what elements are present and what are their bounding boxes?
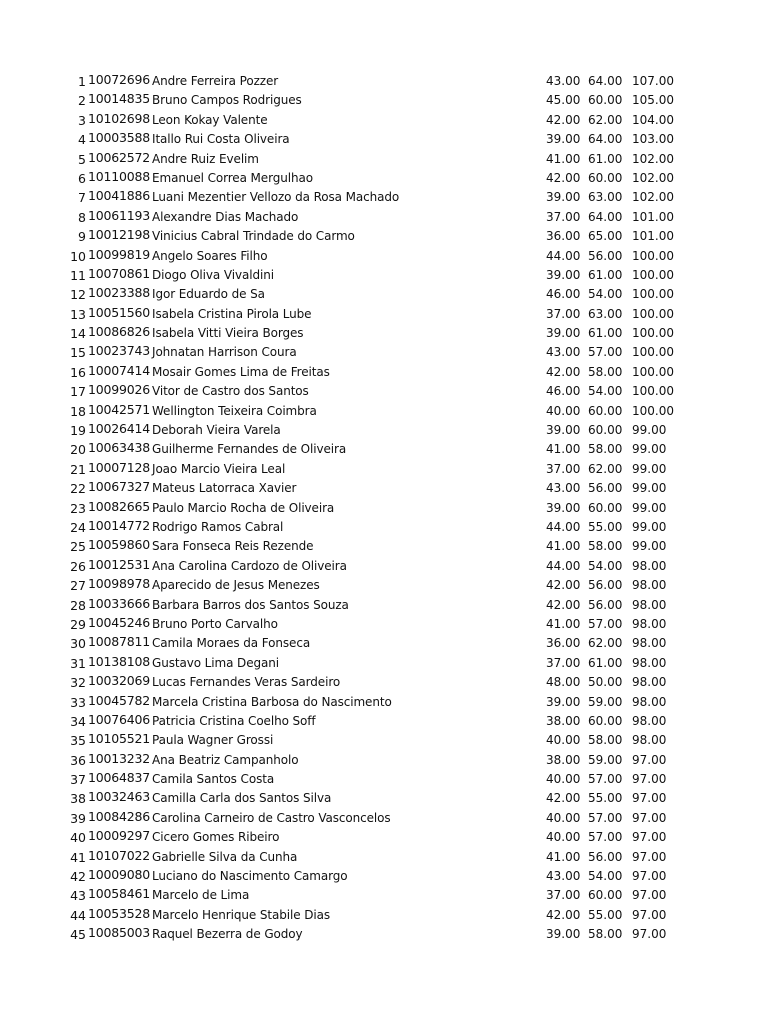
- registration-id: 10070861: [88, 265, 151, 281]
- rank-number: 35: [70, 733, 86, 749]
- candidate-name: Igor Eduardo de Sa: [152, 287, 265, 302]
- registration-id: 10013232: [88, 750, 151, 766]
- score-part-one: 40.00: [546, 403, 581, 418]
- registration-id: 10033666: [88, 595, 151, 611]
- score-total: 101.00: [632, 229, 674, 244]
- score-total: 97.00: [632, 927, 667, 942]
- rank-number: 19: [70, 423, 86, 439]
- score-total: 100.00: [632, 326, 674, 341]
- registration-id: 10014835: [88, 91, 151, 107]
- candidate-name: Raquel Bezerra de Godoy: [152, 927, 303, 942]
- rank-number: 3: [78, 112, 86, 128]
- score-total: 97.00: [632, 888, 667, 903]
- rank-number: 1: [78, 74, 86, 89]
- score-part-one: 39.00: [546, 132, 581, 147]
- candidate-name: Itallo Rui Costa Oliveira: [152, 132, 290, 147]
- score-total: 98.00: [632, 597, 667, 612]
- score-total: 99.00: [632, 500, 667, 515]
- score-part-two: 59.00: [588, 752, 623, 767]
- rank-number: 9: [78, 229, 86, 245]
- rank-number: 32: [70, 675, 86, 691]
- score-part-two: 61.00: [588, 267, 623, 282]
- registration-id: 10105521: [88, 731, 151, 747]
- score-part-two: 60.00: [588, 403, 623, 418]
- rank-number: 15: [70, 345, 86, 361]
- score-part-two: 60.00: [588, 170, 623, 185]
- registration-id: 10041886: [88, 188, 151, 204]
- score-part-two: 60.00: [588, 888, 623, 903]
- score-part-one: 44.00: [546, 519, 581, 534]
- rank-number: 22: [70, 481, 86, 497]
- candidate-name: Lucas Fernandes Veras Sardeiro: [152, 675, 341, 690]
- score-part-two: 57.00: [588, 810, 623, 825]
- candidate-name: Luciano do Nascimento Camargo: [152, 869, 348, 884]
- score-part-one: 37.00: [546, 306, 581, 321]
- rank-number: 30: [70, 636, 86, 652]
- score-part-two: 62.00: [588, 461, 623, 476]
- score-part-two: 54.00: [588, 384, 623, 399]
- score-total: 98.00: [632, 733, 667, 748]
- score-part-one: 42.00: [546, 112, 581, 127]
- candidate-name: Guilherme Fernandes de Oliveira: [152, 442, 347, 457]
- registration-id: 10085003: [88, 925, 151, 941]
- candidate-name: Emanuel Correa Mergulhao: [152, 170, 313, 185]
- score-part-one: 42.00: [546, 907, 581, 922]
- score-part-one: 37.00: [546, 209, 581, 224]
- registration-id: 10012198: [88, 227, 151, 243]
- score-part-two: 59.00: [588, 694, 623, 709]
- score-part-one: 40.00: [546, 733, 581, 748]
- score-part-two: 54.00: [588, 869, 623, 884]
- registration-id: 10032463: [88, 789, 151, 805]
- registration-id: 10003588: [88, 130, 151, 146]
- registration-id: 10045782: [88, 692, 151, 708]
- score-total: 100.00: [632, 287, 674, 302]
- rank-number: 4: [78, 132, 86, 148]
- registration-id: 10051560: [88, 304, 151, 320]
- score-total: 99.00: [632, 519, 667, 534]
- score-part-two: 58.00: [588, 364, 623, 379]
- registration-id: 10087811: [88, 634, 151, 650]
- registration-id: 10063438: [88, 440, 151, 456]
- registration-id: 10082665: [88, 498, 151, 514]
- score-part-one: 42.00: [546, 597, 581, 612]
- score-part-one: 46.00: [546, 287, 581, 302]
- score-part-one: 36.00: [546, 229, 581, 244]
- registration-id: 10007128: [88, 459, 151, 475]
- score-part-two: 58.00: [588, 733, 623, 748]
- rank-number: 38: [70, 791, 86, 807]
- score-part-one: 42.00: [546, 364, 581, 379]
- rank-number: 31: [70, 655, 86, 671]
- score-part-two: 64.00: [588, 132, 623, 147]
- score-total: 97.00: [632, 907, 667, 922]
- score-total: 102.00: [632, 190, 674, 205]
- score-total: 107.00: [632, 74, 674, 88]
- rank-number: 11: [70, 267, 86, 283]
- score-part-one: 39.00: [546, 326, 581, 341]
- candidate-name: Mateus Latorraca Xavier: [152, 481, 297, 496]
- score-part-one: 40.00: [546, 772, 581, 787]
- score-part-one: 44.00: [546, 558, 581, 573]
- results-list: [0, 72, 768, 945]
- rank-number: 34: [70, 713, 86, 729]
- score-total: 98.00: [632, 616, 667, 631]
- rank-number: 44: [70, 907, 86, 923]
- candidate-name: Andre Ruiz Evelim: [152, 151, 259, 166]
- score-part-one: 41.00: [546, 849, 581, 864]
- score-part-two: 54.00: [588, 287, 623, 302]
- candidate-name: Patricia Cristina Coelho Soff: [152, 713, 316, 728]
- registration-id: 10058461: [88, 886, 151, 902]
- score-total: 100.00: [632, 267, 674, 282]
- rank-number: 23: [70, 500, 86, 516]
- rank-number: 37: [70, 772, 86, 788]
- candidate-name: Vinicius Cabral Trindade do Carmo: [152, 229, 355, 244]
- candidate-name: Deborah Vieira Varela: [152, 423, 281, 438]
- registration-id: 10099026: [88, 382, 151, 398]
- rank-number: 7: [78, 190, 86, 206]
- registration-id: 10053528: [88, 905, 151, 921]
- score-part-two: 57.00: [588, 830, 623, 845]
- score-part-two: 54.00: [588, 558, 623, 573]
- score-total: 97.00: [632, 830, 667, 845]
- candidate-name: Mosair Gomes Lima de Freitas: [152, 364, 330, 379]
- score-part-one: 38.00: [546, 752, 581, 767]
- score-total: 100.00: [632, 384, 674, 399]
- score-part-two: 57.00: [588, 772, 623, 787]
- score-total: 101.00: [632, 209, 674, 224]
- score-total: 99.00: [632, 481, 667, 496]
- score-part-two: 58.00: [588, 442, 623, 457]
- score-part-two: 56.00: [588, 597, 623, 612]
- rank-number: 28: [70, 597, 86, 613]
- score-total: 100.00: [632, 403, 674, 418]
- registration-id: 10045246: [88, 614, 151, 630]
- score-part-one: 43.00: [546, 869, 581, 884]
- candidate-name: Diogo Oliva Vivaldini: [152, 267, 274, 282]
- rank-number: 29: [70, 616, 86, 632]
- rank-number: 13: [70, 306, 86, 322]
- score-total: 99.00: [632, 461, 667, 476]
- rank-number: 33: [70, 694, 86, 710]
- candidate-name: Gustavo Lima Degani: [152, 655, 279, 670]
- score-part-two: 61.00: [588, 151, 623, 166]
- registration-id: 10086826: [88, 324, 151, 340]
- score-part-two: 55.00: [588, 791, 623, 806]
- score-part-two: 64.00: [588, 209, 623, 224]
- score-part-two: 63.00: [588, 190, 623, 205]
- candidate-name: Joao Marcio Vieira Leal: [152, 461, 286, 476]
- score-part-two: 60.00: [588, 500, 623, 515]
- score-total: 98.00: [632, 675, 667, 690]
- score-total: 98.00: [632, 655, 667, 670]
- candidate-name: Johnatan Harrison Coura: [152, 345, 297, 360]
- rank-number: 12: [70, 287, 86, 303]
- score-part-two: 57.00: [588, 616, 623, 631]
- score-part-one: 43.00: [546, 481, 581, 496]
- score-part-one: 42.00: [546, 170, 581, 185]
- rank-number: 17: [70, 384, 86, 400]
- score-part-two: 61.00: [588, 655, 623, 670]
- score-total: 97.00: [632, 752, 667, 767]
- registration-id: 10099819: [88, 246, 151, 262]
- registration-id: 10102698: [88, 110, 151, 126]
- candidate-name: Bruno Porto Carvalho: [152, 616, 278, 631]
- score-part-two: 61.00: [588, 326, 623, 341]
- registration-id: 10023388: [88, 285, 151, 301]
- score-total: 97.00: [632, 869, 667, 884]
- score-part-one: 36.00: [546, 636, 581, 651]
- registration-id: 10110088: [88, 168, 151, 184]
- registration-id: 10042571: [88, 401, 151, 417]
- score-part-two: 60.00: [588, 713, 623, 728]
- candidate-name: Camila Santos Costa: [152, 772, 275, 787]
- score-part-two: 57.00: [588, 345, 623, 360]
- score-part-one: 37.00: [546, 888, 581, 903]
- candidate-name: Gabrielle Silva da Cunha: [152, 849, 298, 864]
- rank-number: 6: [78, 170, 86, 186]
- rank-number: 18: [70, 403, 86, 419]
- candidate-name: Ana Beatriz Campanholo: [152, 752, 299, 767]
- score-part-one: 41.00: [546, 442, 581, 457]
- score-total: 100.00: [632, 306, 674, 321]
- score-part-one: 41.00: [546, 539, 581, 554]
- registration-id: 10007414: [88, 362, 151, 378]
- rank-number: 24: [70, 519, 86, 535]
- registration-id: 10009080: [88, 867, 151, 883]
- score-part-two: 56.00: [588, 849, 623, 864]
- score-part-one: 39.00: [546, 423, 581, 438]
- registration-id: 10138108: [88, 653, 151, 669]
- rank-number: 8: [78, 209, 86, 225]
- candidate-name: Vitor de Castro dos Santos: [152, 384, 309, 399]
- rank-number: 20: [70, 442, 86, 458]
- score-part-one: 39.00: [546, 927, 581, 942]
- score-part-one: 39.00: [546, 694, 581, 709]
- score-part-one: 40.00: [546, 810, 581, 825]
- candidate-name: Andre Ferreira Pozzer: [152, 74, 279, 88]
- score-part-two: 58.00: [588, 539, 623, 554]
- score-part-two: 60.00: [588, 93, 623, 108]
- rank-number: 39: [70, 810, 86, 826]
- score-part-two: 56.00: [588, 248, 623, 263]
- registration-id: 10032069: [88, 673, 151, 689]
- score-total: 98.00: [632, 558, 667, 573]
- candidate-name: Leon Kokay Valente: [152, 112, 268, 127]
- candidate-name: Rodrigo Ramos Cabral: [152, 519, 284, 534]
- candidate-name: Sara Fonseca Reis Rezende: [152, 539, 314, 554]
- score-part-one: 45.00: [546, 93, 581, 108]
- score-part-one: 42.00: [546, 791, 581, 806]
- score-part-one: 43.00: [546, 345, 581, 360]
- score-part-two: 64.00: [588, 74, 623, 88]
- score-total: 98.00: [632, 578, 667, 593]
- registration-id: 10014772: [88, 517, 151, 533]
- candidate-name: Barbara Barros dos Santos Souza: [152, 597, 349, 612]
- score-part-one: 37.00: [546, 655, 581, 670]
- rank-number: 25: [70, 539, 86, 555]
- score-total: 98.00: [632, 694, 667, 709]
- candidate-name: Bruno Campos Rodrigues: [152, 93, 302, 108]
- score-part-one: 39.00: [546, 190, 581, 205]
- registration-id: 10062572: [88, 149, 151, 165]
- rank-number: 10: [70, 248, 86, 264]
- registration-id: 10012531: [88, 556, 151, 572]
- score-part-two: 50.00: [588, 675, 623, 690]
- score-part-one: 38.00: [546, 713, 581, 728]
- candidate-name: Cicero Gomes Ribeiro: [152, 830, 280, 845]
- score-part-one: 48.00: [546, 675, 581, 690]
- registration-id: 10059860: [88, 537, 151, 553]
- registration-id: 10064837: [88, 770, 151, 786]
- score-total: 105.00: [632, 93, 674, 108]
- table-row: [0, 925, 768, 944]
- rank-number: 2: [78, 93, 86, 109]
- score-part-two: 63.00: [588, 306, 623, 321]
- candidate-name: Wellington Teixeira Coimbra: [152, 403, 317, 418]
- score-part-two: 62.00: [588, 636, 623, 651]
- score-part-two: 56.00: [588, 578, 623, 593]
- candidate-name: Paula Wagner Grossi: [152, 733, 274, 748]
- score-part-one: 41.00: [546, 151, 581, 166]
- score-total: 100.00: [632, 248, 674, 263]
- candidate-name: Isabela Cristina Pirola Lube: [152, 306, 312, 321]
- candidate-name: Isabela Vitti Vieira Borges: [152, 326, 304, 341]
- score-total: 98.00: [632, 713, 667, 728]
- score-total: 97.00: [632, 849, 667, 864]
- score-part-one: 39.00: [546, 267, 581, 282]
- registration-id: 10084286: [88, 808, 151, 824]
- score-part-one: 42.00: [546, 578, 581, 593]
- rank-number: 41: [70, 849, 86, 865]
- score-total: 99.00: [632, 539, 667, 554]
- registration-id: 10107022: [88, 847, 151, 863]
- score-part-one: 39.00: [546, 500, 581, 515]
- score-total: 100.00: [632, 364, 674, 379]
- registration-id: 10009297: [88, 828, 151, 844]
- score-total: 100.00: [632, 345, 674, 360]
- rank-number: 43: [70, 888, 86, 904]
- score-part-one: 44.00: [546, 248, 581, 263]
- score-part-one: 41.00: [546, 616, 581, 631]
- rank-number: 16: [70, 364, 86, 380]
- score-total: 97.00: [632, 772, 667, 787]
- score-total: 97.00: [632, 810, 667, 825]
- rank-number: 40: [70, 830, 86, 846]
- registration-id: 10067327: [88, 479, 151, 495]
- score-part-two: 56.00: [588, 481, 623, 496]
- rank-number: 27: [70, 578, 86, 594]
- registration-id: 10076406: [88, 711, 151, 727]
- candidate-name: Alexandre Dias Machado: [152, 209, 299, 224]
- candidate-name: Aparecido de Jesus Menezes: [152, 578, 320, 593]
- registration-id: 10026414: [88, 421, 151, 437]
- score-total: 99.00: [632, 423, 667, 438]
- candidate-name: Camila Moraes da Fonseca: [152, 636, 311, 651]
- score-part-one: 37.00: [546, 461, 581, 476]
- rank-number: 36: [70, 752, 86, 768]
- score-total: 99.00: [632, 442, 667, 457]
- score-total: 102.00: [632, 170, 674, 185]
- score-part-one: 43.00: [546, 74, 581, 88]
- score-total: 104.00: [632, 112, 674, 127]
- registration-id: 10072696: [88, 72, 151, 87]
- candidate-name: Angelo Soares Filho: [152, 248, 268, 263]
- candidate-name: Carolina Carneiro de Castro Vasconcelos: [152, 810, 391, 825]
- registration-id: 10061193: [88, 207, 151, 223]
- score-total: 98.00: [632, 636, 667, 651]
- score-part-one: 46.00: [546, 384, 581, 399]
- rank-number: 5: [78, 151, 86, 167]
- candidate-name: Ana Carolina Cardozo de Oliveira: [152, 558, 347, 573]
- score-part-two: 62.00: [588, 112, 623, 127]
- score-part-two: 55.00: [588, 519, 623, 534]
- registration-id: 10098978: [88, 576, 151, 592]
- candidate-name: Marcelo de Lima: [152, 888, 250, 903]
- candidate-name: Marcela Cristina Barbosa do Nascimento: [152, 694, 392, 709]
- score-total: 103.00: [632, 132, 674, 147]
- rank-number: 42: [70, 869, 86, 885]
- score-part-one: 40.00: [546, 830, 581, 845]
- registration-id: 10023743: [88, 343, 151, 359]
- score-part-two: 58.00: [588, 927, 623, 942]
- candidate-name: Camilla Carla dos Santos Silva: [152, 791, 332, 806]
- score-total: 97.00: [632, 791, 667, 806]
- rank-number: 21: [70, 461, 86, 477]
- candidate-name: Luani Mezentier Vellozo da Rosa Machado: [152, 190, 400, 205]
- score-part-two: 55.00: [588, 907, 623, 922]
- score-part-two: 60.00: [588, 423, 623, 438]
- rank-number: 26: [70, 558, 86, 574]
- rank-number: 14: [70, 326, 86, 342]
- score-part-two: 65.00: [588, 229, 623, 244]
- candidate-name: Marcelo Henrique Stabile Dias: [152, 907, 330, 922]
- score-total: 102.00: [632, 151, 674, 166]
- rank-number: 45: [70, 927, 86, 943]
- candidate-name: Paulo Marcio Rocha de Oliveira: [152, 500, 335, 515]
